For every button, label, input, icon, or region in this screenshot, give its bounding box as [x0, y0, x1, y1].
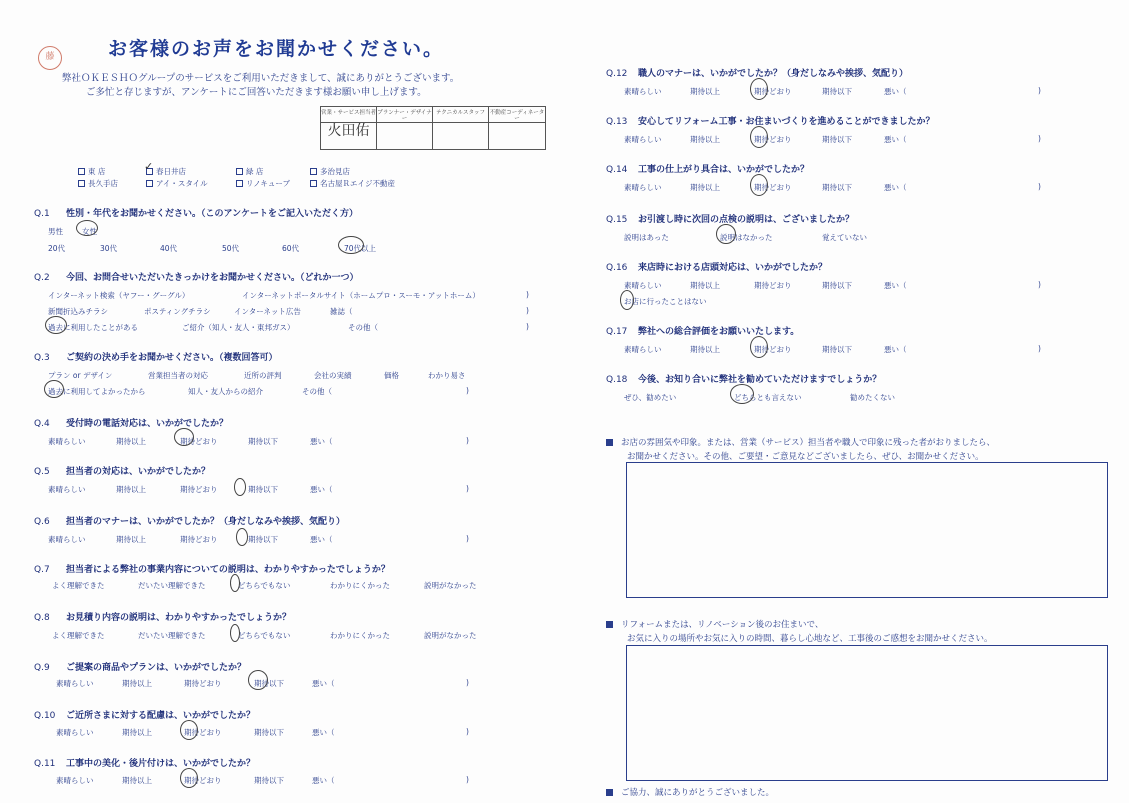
staff-signature: 火田佑 [321, 123, 377, 149]
answer-circle [45, 316, 67, 334]
option-sales-response[interactable]: 営業担当者の対応 [148, 371, 208, 380]
option-mostly-understood[interactable]: だいたい理解できた [138, 631, 206, 640]
question-6: Q.6 担当者のマナーは、いかがでしたか？（身だしなみや挨拶、気配り） [34, 514, 345, 527]
option-above[interactable]: 期待以上 [116, 485, 146, 494]
option-above[interactable]: 期待以上 [116, 535, 146, 544]
question-5: Q.5 担当者の対応は、いかがでしたか？ [34, 464, 210, 477]
option-dont-remember[interactable]: 覚えていない [822, 233, 867, 242]
option-mostly-understood[interactable]: だいたい理解できた [138, 581, 206, 590]
option-as-expected[interactable]: 期待どおり [184, 728, 222, 737]
staff-header-sales: 営業・サービス担当者 [321, 107, 377, 123]
answer-circle [730, 384, 754, 404]
option-below[interactable]: 期待以下 [254, 679, 284, 688]
free-answer-1-prompt: お店の雰囲気や印象。または、営業（サービス）担当者や職人で印象に残った者がおりましたら、 [606, 436, 995, 448]
question-12: Q.12 職人のマナーは、いかがでしたか？（身だしなみや挨拶、気配り） [606, 66, 908, 79]
option-bad[interactable]: 悪い（ [884, 87, 907, 96]
store-higashi[interactable]: 東 店 [78, 166, 105, 177]
option-price[interactable]: 価格 [384, 371, 399, 380]
option-as-expected[interactable]: 期待どおり [184, 679, 222, 688]
option-above[interactable]: 期待以上 [690, 345, 720, 354]
option-below[interactable]: 期待以下 [248, 485, 278, 494]
answer-circle [76, 220, 98, 236]
option-as-expected[interactable]: 期待どおり [754, 345, 792, 354]
option-below[interactable]: 期待以下 [822, 87, 852, 96]
option-no-explanation[interactable]: 説明がなかった [424, 581, 477, 590]
check-mark-icon: ✓ [144, 160, 154, 173]
answer-circle [338, 236, 364, 254]
option-60s[interactable]: 60代 [282, 244, 300, 253]
store-nagakute[interactable]: 長久手店 [78, 178, 118, 189]
staff-header-estate: 不動産コーディネーター [489, 107, 545, 123]
square-bullet-icon [606, 621, 613, 628]
option-other[interactable]: その他（ [302, 387, 332, 396]
answer-circle [750, 336, 768, 358]
option-no-explanation[interactable]: 説明がなかった [424, 631, 477, 640]
hanko-stamp: 藤 [38, 46, 62, 70]
option-bad[interactable]: 悪い（ [310, 485, 333, 494]
option-not-recommend[interactable]: 勧めたくない [850, 393, 895, 402]
option-above[interactable]: 期待以上 [690, 87, 720, 96]
answer-circle [174, 428, 194, 446]
option-plan[interactable]: プラン or デザイン [48, 371, 113, 380]
free-answer-1-box[interactable] [626, 462, 1108, 598]
staff-header-planner: プランナー・デザイナー [377, 107, 433, 123]
option-below[interactable]: 期待以下 [254, 776, 284, 785]
question-2: Q.2 今回、お問合せいただいたきっかけをお聞かせください。（どれか一つ） [34, 270, 359, 283]
option-hard[interactable]: わかりにくかった [330, 631, 390, 640]
option-bad[interactable]: 悪い（ [884, 183, 907, 192]
answer-circle [236, 528, 248, 546]
page-title: お客様のお声をお聞かせください。 [108, 38, 445, 60]
answer-circle [230, 624, 240, 642]
question-9: Q.9 ご提案の商品やプランは、いかがでしたか？ [34, 660, 246, 673]
option-50s[interactable]: 50代 [222, 244, 240, 253]
store-istyle[interactable]: アイ・スタイル [146, 178, 208, 189]
option-well-understood[interactable]: よく理解できた [52, 581, 105, 590]
checkbox-icon [236, 168, 243, 175]
store-kasugai[interactable]: 春日井店 [146, 166, 186, 177]
option-above[interactable]: 期待以上 [122, 728, 152, 737]
option-bad[interactable]: 悪い（ [312, 679, 335, 688]
option-above[interactable]: 期待以上 [690, 183, 720, 192]
option-as-expected[interactable]: 期待どおり [180, 535, 218, 544]
checkbox-icon [146, 180, 153, 187]
option-above[interactable]: 期待以上 [122, 679, 152, 688]
staff-cell [377, 123, 433, 149]
option-hard[interactable]: わかりにくかった [330, 581, 390, 590]
option-clarity[interactable]: わかり易さ [428, 371, 466, 380]
checkbox-icon [310, 180, 317, 187]
option-20s[interactable]: 20代 [48, 244, 66, 253]
option-below[interactable]: 期待以下 [248, 437, 278, 446]
question-18: Q.18 今後、お知り合いに弊社を勧めていただけますでしょうか？ [606, 372, 881, 385]
question-16: Q.16 来店時における店頭対応は、いかがでしたか？ [606, 260, 827, 273]
option-above[interactable]: 期待以上 [116, 437, 146, 446]
option-excellent[interactable]: 素晴らしい [624, 345, 662, 354]
option-neutral[interactable]: どちらでもない [238, 581, 291, 590]
option-above[interactable]: 期待以上 [690, 281, 720, 290]
question-14: Q.14 工事の仕上がり具合は、いかがでしたか？ [606, 162, 809, 175]
answer-circle [248, 670, 268, 690]
option-above[interactable]: 期待以上 [122, 776, 152, 785]
option-bad[interactable]: 悪い（ [310, 535, 333, 544]
checkbox-icon [78, 168, 85, 175]
checkbox-icon [236, 180, 243, 187]
question-11: Q.11 工事中の美化・後片付けは、いかがでしたか？ [34, 756, 255, 769]
option-friend-referral[interactable]: 知人・友人からの紹介 [188, 387, 263, 396]
option-other[interactable]: その他（ [348, 323, 378, 332]
option-neutral[interactable]: どちらとも言えない [734, 393, 802, 402]
staff-cell [489, 123, 545, 149]
free-answer-1-prompt-2: お聞かせください。その他、ご要望・ご意見などございましたら、ぜひ、お聞かせください。 [627, 452, 984, 462]
answer-circle [620, 290, 634, 310]
question-3: Q.3 ご契約の決め手をお聞かせください。（複数回答可） [34, 350, 278, 363]
option-below[interactable]: 期待以下 [822, 183, 852, 192]
staff-table [320, 106, 546, 150]
option-excellent[interactable]: 素晴らしい [56, 776, 94, 785]
option-as-expected[interactable]: 期待どおり [754, 183, 792, 192]
option-as-expected[interactable]: 期待どおり [180, 485, 218, 494]
option-posting-flyer[interactable]: ポスティングチラシ [144, 307, 211, 316]
option-as-expected[interactable]: 期待どおり [180, 437, 218, 446]
option-referral[interactable]: ご紹介（知人・友人・東邦ガス） [182, 323, 295, 332]
answer-circle [750, 126, 768, 148]
option-bad[interactable]: 悪い（ [884, 345, 907, 354]
answer-circle [180, 768, 198, 788]
option-excellent[interactable]: 素晴らしい [48, 535, 86, 544]
option-explained[interactable]: 説明はあった [624, 233, 669, 242]
option-below[interactable]: 期待以下 [822, 345, 852, 354]
option-past-satisfied[interactable]: 過去に利用してよかったから [48, 387, 146, 396]
staff-header-tech: テクニカルスタッフ [433, 107, 489, 123]
option-magazine[interactable]: 雑誌（ [330, 307, 353, 316]
option-excellent[interactable]: 素晴らしい [56, 728, 94, 737]
store-midori[interactable]: 緑 店 [236, 166, 263, 177]
answer-circle [716, 224, 736, 244]
option-as-expected[interactable]: 期待どおり [754, 87, 792, 96]
option-past-use[interactable]: 過去に利用したことがある [48, 323, 138, 332]
option-newspaper-flyer[interactable]: 新聞折込みチラシ [48, 307, 108, 316]
option-as-expected[interactable]: 期待どおり [754, 281, 792, 290]
free-answer-2-prompt: リフォームまたは、リノベーション後のお住まいで、 [606, 618, 823, 630]
option-above[interactable]: 期待以上 [690, 135, 720, 144]
option-web-ad[interactable]: インターネット広告 [234, 307, 301, 316]
checkbox-icon [78, 180, 85, 187]
square-bullet-icon [606, 439, 613, 446]
option-female[interactable]: 女性 [82, 227, 97, 236]
option-below[interactable]: 期待以下 [254, 728, 284, 737]
option-never-visited[interactable]: お店に行ったことはない [624, 297, 707, 306]
option-bad[interactable]: 悪い（ [312, 776, 335, 785]
option-70s[interactable]: 70代以上 [344, 244, 377, 253]
question-15: Q.15 お引渡し時に次回の点検の説明は、ございましたか？ [606, 212, 854, 225]
question-13: Q.13 安心してリフォーム工事・お住まいづくりを進めることができましたか？ [606, 114, 935, 127]
option-well-understood[interactable]: よく理解できた [52, 631, 105, 640]
option-neutral[interactable]: どちらでもない [238, 631, 291, 640]
option-bad[interactable]: 悪い（ [884, 281, 907, 290]
question-10: Q.10 ご近所さまに対する配慮は、いかがでしたか？ [34, 708, 255, 721]
option-excellent[interactable]: 素晴らしい [56, 679, 94, 688]
free-answer-2-prompt-2: お気に入りの場所やお気に入りの時間、暮らし心地など、工事後のご感想をお聞かせください。 [627, 634, 993, 644]
option-below[interactable]: 期待以下 [822, 281, 852, 290]
question-1: Q.1 性別・年代をお聞かせください。（このアンケートをご記入いただく方） [34, 206, 358, 219]
option-bad[interactable]: 悪い（ [310, 437, 333, 446]
option-excellent[interactable]: 素晴らしい [624, 87, 662, 96]
option-definitely[interactable]: ぜひ、勧めたい [624, 393, 677, 402]
intro-line-2: ご多忙と存じますが、アンケートにご回答いただきます様お願い申し上げます。 [86, 87, 427, 98]
staff-cell [433, 123, 489, 149]
option-portal[interactable]: インターネットポータルサイト（ホームプロ・スーモ・アットホーム） [242, 291, 480, 300]
footer-thanks: ご協力、誠にありがとうございました。 [606, 786, 774, 798]
question-17: Q.17 弊社への総合評価をお願いいたします。 [606, 324, 799, 337]
question-8: Q.8 お見積り内容の説明は、わかりやすかったでしょうか？ [34, 610, 291, 623]
store-nagoya-r[interactable]: 名古屋Ｒエイジ不動産 [310, 178, 395, 189]
option-as-expected[interactable]: 期待どおり [184, 776, 222, 785]
intro-line-1: 弊社ＯＫＥＳＨＯグループのサービスをご利用いただきまして、誠にありがとうございます。 [62, 73, 460, 84]
option-excellent[interactable]: 素晴らしい [48, 437, 86, 446]
option-30s[interactable]: 30代 [100, 244, 118, 253]
option-excellent[interactable]: 素晴らしい [624, 135, 662, 144]
option-below[interactable]: 期待以下 [248, 535, 278, 544]
answer-circle [180, 720, 198, 740]
answer-circle [230, 574, 240, 592]
option-not-explained[interactable]: 説明はなかった [720, 233, 773, 242]
option-bad[interactable]: 悪い（ [884, 135, 907, 144]
option-track-record[interactable]: 会社の実績 [314, 371, 352, 380]
square-bullet-icon [606, 789, 613, 796]
answer-circle [44, 380, 64, 398]
option-excellent[interactable]: 素晴らしい [624, 281, 662, 290]
answer-circle [750, 78, 768, 100]
store-tajimi[interactable]: 多治見店 [310, 166, 350, 177]
option-search[interactable]: インターネット検索（ヤフー・グーグル） [48, 291, 190, 300]
question-7: Q.7 担当者による弊社の事業内容についての説明は、わかりやすかったでしょうか？ [34, 562, 390, 575]
checkbox-icon [310, 168, 317, 175]
option-as-expected[interactable]: 期待どおり [754, 135, 792, 144]
option-bad[interactable]: 悪い（ [312, 728, 335, 737]
option-40s[interactable]: 40代 [160, 244, 178, 253]
option-reputation[interactable]: 近所の評判 [244, 371, 282, 380]
option-male[interactable]: 男性 [48, 227, 63, 236]
option-below[interactable]: 期待以下 [822, 135, 852, 144]
answer-circle [750, 174, 768, 196]
question-4: Q.4 受付時の電話対応は、いかがでしたか？ [34, 416, 228, 429]
option-excellent[interactable]: 素晴らしい [624, 183, 662, 192]
free-answer-2-box[interactable] [626, 645, 1108, 781]
store-renocube[interactable]: リノキューブ [236, 178, 290, 189]
answer-circle [234, 478, 246, 496]
option-excellent[interactable]: 素晴らしい [48, 485, 86, 494]
